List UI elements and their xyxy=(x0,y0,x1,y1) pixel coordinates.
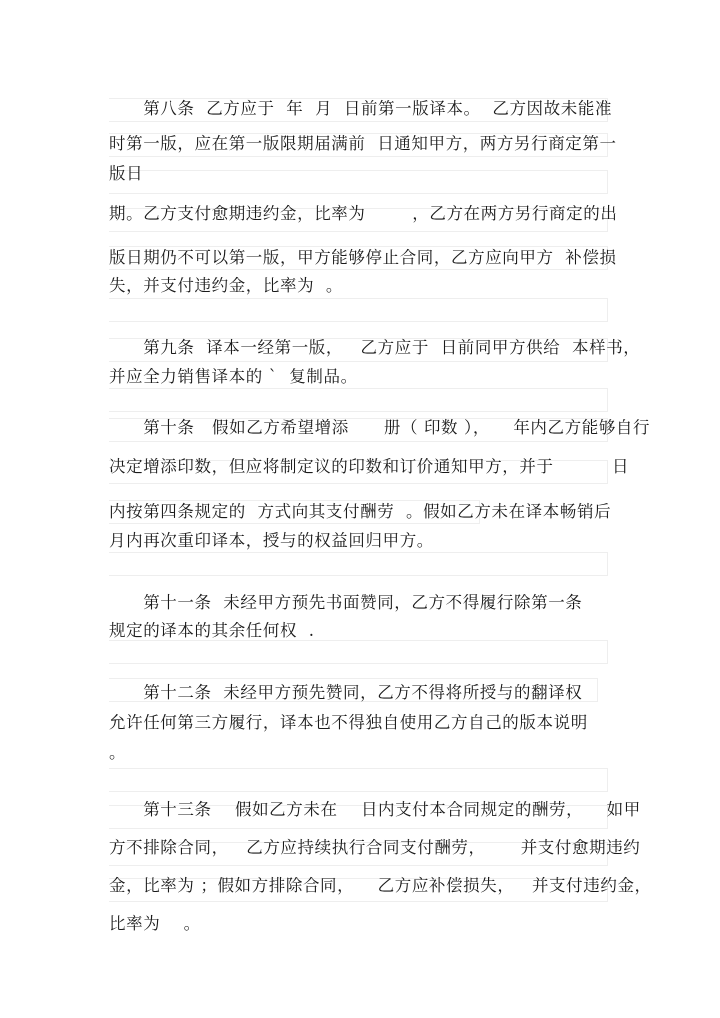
clause-8-line-1: 第八条 乙方应于 年 月 日前第一版译本。 乙方因故未能准 xyxy=(109,99,613,118)
clause-9-line-2: 并应全力销售译本的 ` 复制品。 xyxy=(109,367,358,386)
field-box xyxy=(109,640,608,664)
field-box xyxy=(109,768,608,792)
clause-13-line-4: 比率为 。 xyxy=(109,914,201,933)
field-box xyxy=(109,552,608,576)
clause-10-line-1: 第十条 假如乙方希望增添 册（ 印数 ）， 年内乙方能够自行 xyxy=(109,418,651,437)
clause-11-line-1: 第十一条 未经甲方预先书面赞同，乙方不得履行除第一条 xyxy=(109,593,583,612)
field-box xyxy=(109,388,608,412)
clause-8-line-2: 时第一版，应在第一版限期届满前 日通知甲方，两方另行商定第一 xyxy=(109,134,617,153)
clause-8-line-3: 版日 xyxy=(109,164,144,183)
field-box xyxy=(109,170,608,194)
clause-12-line-1: 第十二条 未经甲方预先赞同，乙方不得将所授与的翻译权 xyxy=(109,683,583,702)
field-box xyxy=(109,298,608,322)
clause-12-line-3: 。 xyxy=(109,743,127,762)
clause-8-line-6: 失，并支付违约金，比率为 。 xyxy=(109,276,343,295)
clause-8-line-5: 版日期仍不可以第一版，甲方能够停止合同，乙方应向甲方 补偿损 xyxy=(109,248,617,267)
clause-8-line-4: 期。乙方支付愈期违约金，比率为 ，乙方在两方另行商定的出 xyxy=(109,204,618,223)
clause-13-line-2: 方不排除合同， 乙方应持续执行合同支付酬劳， 并支付愈期违约 xyxy=(109,838,641,857)
clause-13-line-1: 第十三条 假如乙方未在 日内支付本合同规定的酬劳， 如甲 xyxy=(109,800,641,819)
clause-11-line-2: 规定的译本的其余任何权 . xyxy=(109,621,315,640)
clause-12-line-2: 允许任何第三方履行，译本也不得独自使用乙方自己的版本说明 xyxy=(109,713,588,732)
clause-10-line-2: 决定增添印数，但应将制定议的印数和订价通知甲方，并于 日 xyxy=(109,457,630,476)
clause-10-line-3: 内按第四条规定的 方式向其支付酬劳 。假如乙方未在译本畅销后 xyxy=(109,502,612,521)
clause-13-line-3: 金，比率为 ；假如方排除合同， 乙方应补偿损失， 并支付违约金， xyxy=(109,876,652,895)
clause-10-line-4: 月内再次重印译本，授与的权益回归甲方。 xyxy=(109,531,434,550)
clause-9-line-1: 第九条 译本一经第一版， 乙方应于 日前同甲方供给 本样书， xyxy=(109,338,641,357)
